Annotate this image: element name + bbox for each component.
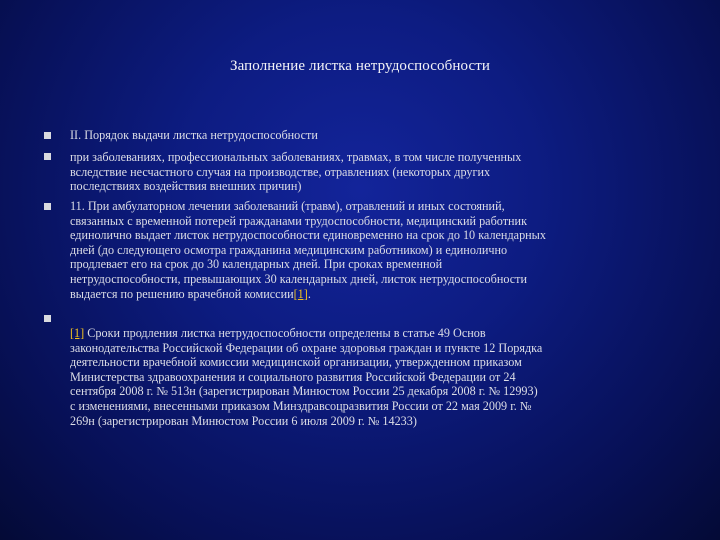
text-fragment: Сроки продления листка нетрудоспособности определены в статье 49 Основ	[84, 326, 486, 340]
text-line: 269н (зарегистрирован Минюстом России 6 июля 2009 г. № 14233)	[70, 413, 417, 428]
text-line: деятельности врачебной комиссии медицинской организации, утвержденном приказом	[70, 355, 522, 370]
text-line: сентября 2008 г. № 513н (зарегистрирован Минюстом России 25 декабря 2008 г. № 12993)	[70, 384, 538, 399]
text-line: II. Порядок выдачи листка нетрудоспособности	[70, 128, 318, 142]
text-line: дней (до следующего осмотра гражданина медицинским работником) и единолично	[70, 242, 508, 257]
paragraph-3	[70, 199, 690, 301]
text-line: Министерства здравоохранения и социального развития Российской Федерации от 24	[70, 369, 516, 384]
text-line: законодательства Российской Федерации об охране здоровья граждан и пункте 12 Порядка	[70, 340, 543, 355]
bullet-marker	[44, 153, 51, 160]
text-line: единолично выдает листок нетрудоспособности единовременно на срок до 10 календарных	[70, 228, 546, 243]
text-line: при заболеваниях, профессиональных заболеваниях, травмах, в том числе полученных	[70, 150, 522, 164]
text-line: 11. При амбулаторном лечении заболеваний (травм), отравлений и иных состояний,	[70, 199, 505, 213]
text-line: последствиях воздействия внешних причин)	[70, 179, 302, 194]
text-line: нетрудоспособности, превышающих 30 календарных дней, листок нетрудоспособности	[70, 271, 528, 286]
text-fragment: выдается по решению врачебной комиссии	[70, 286, 294, 301]
bullet-marker	[44, 315, 51, 322]
text-line-first	[70, 326, 690, 341]
text-line: вследствие несчастного случая на производстве, отравлениях (некоторых других	[70, 164, 491, 179]
footnote-link[interactable]: [1]	[293, 286, 308, 301]
text-line: с изменениями, внесенными приказом Минздравсоцразвития России от 22 мая 2009 г. №	[70, 398, 532, 413]
bullet-marker	[44, 203, 51, 210]
text-line-last	[70, 287, 690, 302]
footnote-anchor-link[interactable]: [1]	[70, 326, 85, 340]
text-line: связанных с временной потерей гражданами трудоспособности, медицинский работник	[70, 213, 527, 228]
bullet-marker	[44, 132, 51, 139]
paragraph-1	[70, 128, 690, 143]
paragraph-4	[70, 326, 690, 428]
paragraph-2	[70, 150, 690, 194]
text-fragment: .	[307, 286, 311, 301]
text-line: продлевает его на срок до 30 календарных дней. При сроках временной	[70, 257, 443, 272]
slide-title: Заполнение листка нетрудоспособности	[229, 58, 490, 74]
